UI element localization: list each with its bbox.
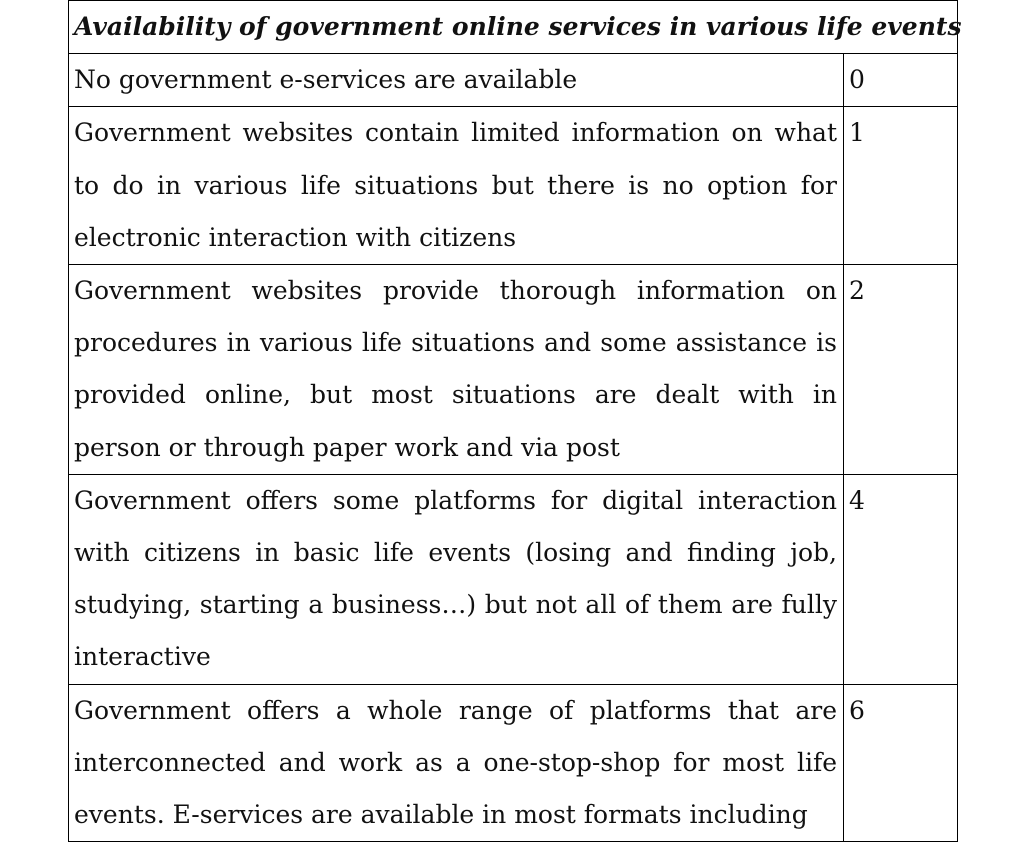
table-row [69,54,958,107]
life-events-table [68,0,962,842]
row-score: 2 [844,265,958,475]
row-score: 6 [844,684,958,842]
row-description: Government websites contain limited information on what to do in various life situations but there is no option for electronic interaction with citizens [69,107,844,265]
row-description: Government offers a whole range of platforms that are interconnected and work as a one-stop-shop for most life events. E-services are available in most formats including [69,684,844,842]
row-score: 4 [844,474,958,684]
table-row [69,684,958,842]
row-description: Government websites provide thorough information on procedures in various life situations and some assistance is provided online, but most situations are dealt with in person or through paper work and via post [69,265,844,475]
table-title-row [69,1,958,54]
row-description: No government e-services are available [69,54,844,107]
table-row [69,474,958,684]
table-row [69,107,958,265]
table-row [69,265,958,475]
table-title: Availability of government online services in various life events [69,1,958,54]
row-description: Government offers some platforms for digital interaction with citizens in basic life events (losing and finding job, studying, starting a business…) but not all of them are fully interactive [69,474,844,684]
row-score: 0 [844,54,958,107]
row-score: 1 [844,107,958,265]
